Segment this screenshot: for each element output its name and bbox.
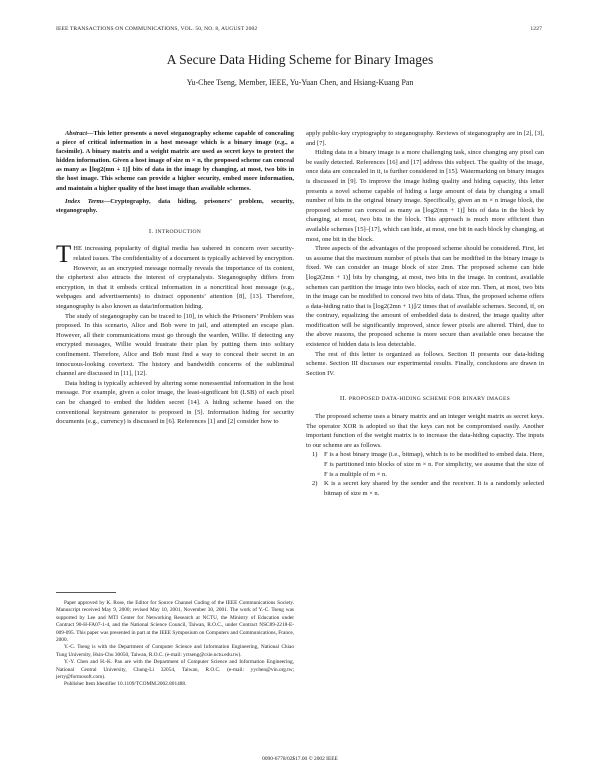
index-terms bbox=[56, 197, 294, 215]
footnote bbox=[56, 600, 294, 689]
footnote-paragraph: Paper approved by K. Rose, the Editor for Source Channel Coding of the IEEE Communications Society. Manuscript received May 9, 2000; revised May 10, 2001, November 30, 2001. The work of Y.-C. Tseng was supported by Lee and MTI Center for Networking Research at NCTU, the Ministry of Education under Contract 90-H-FA07-1-4, and the National Science Council, Taiwan, R.O.C., under Contract NSC89-2218-E-009-095. This paper was presented in part at the IEEE Symposium on Computers and Communications, France, 2000. bbox=[56, 600, 294, 644]
intro-paragraph-1: THE increasing popularity of digital media has ushered in concern over security-related issues. The confidentiality of a document is typically achieved by encryption. However, as an encrypted message normally reveals the importance of its content, the ciphertext also attracts the interest of cryptanalysts. Steganography differs from encryption, in that it embeds critical information in a noncritical host message (e.g., webpages and advertisements) to distract opponents’ attention [8], [13]. Therefore, steganography is also known as data/information hiding. bbox=[56, 241, 294, 310]
author-list: Yu-Chee Tseng, Member, IEEE, Yu-Yuan Chen, and Hsiang-Kuang Pan bbox=[186, 78, 414, 87]
drop-cap: T bbox=[56, 241, 72, 269]
section-heading-introduction: I. INTRODUCTION bbox=[148, 227, 202, 235]
intro-paragraph-2: The study of steganography can be traced to [10], in which the Prisoners’ Problem was proposed. In this scenario, Alice and Bob were in jail, and attempted an escape plan. However, all their communications must go through the warden, Willie. If detecting any encrypted messages, Willie would frustrate their plan by putting them into solitary confinement. Therefore, Alice and Bob must find a way to conceal their secret in an innocuous-looking covertext. The history and bandwidth concerns of the subliminal channel are discussed in [11], [12]. bbox=[56, 312, 294, 378]
footnote-paragraph: Y.-Y. Chen and H.-K. Pan are with the Department of Computer Science and Information Engineering, National Central University, Chung-Li 32054, Taiwan, R.O.C. (e-mail: yychen@vin.org.tw; jerry@formosoft.com). bbox=[56, 659, 294, 681]
body-paragraph: Three aspects of the advantages of the proposed scheme should be considered. First, let us assume that the maximum number of pixels that can be modified in the binary image is fixed. We can consider an image block of size 2mn. The proposed scheme can hide ⌊log2(2mn + 1)⌋ bits by changing, at most, two bits in the image. In contrast, available schemes can partition the image into two blocks, each of size mn. Then, at most, two bits in the image can be modified to conceal two bits of data. Thus, the proposed scheme offers a data-hiding ratio that is ⌊log2(2mn + 1)⌋/2 times that of available schemes. Second, if, on the contrary, equalizing the amount of embedded data is desired, the image quality after modification will be significantly improved, since fewer pixels are altered. Third, due to the above reasons, the proposed scheme is more secure than available ones because the existence of hidden data is less detectable. bbox=[306, 245, 544, 349]
list-item: 1) F is a host binary image (i.e., bitmap), which is to be modified to embed data. Here, F is partitioned into blocks of size m × n. For simplicity, we assume that the size of F is a multiple of m × n. bbox=[312, 451, 544, 478]
body-paragraph: apply public-key cryptography to steganography. Reviews of steganography are in [2], [3], and [7]. bbox=[306, 130, 544, 147]
abstract-text: This letter presents a novel steganography scheme capable of concealing a piece of critical information in a host message which is a binary image (e.g., a facsimile). A binary matrix and a weight matrix are used as secret keys to protect the hidden information. Given a host image of size m × n, the proposed scheme can conceal as many as ⌊log2(mn + 1)⌋ bits of data in the image by changing, at most, two bits in the host image. This scheme can provide a higher security, embed more information, and maintain a higher quality of the host image than available schemes. bbox=[56, 130, 294, 192]
body-paragraph: The rest of this letter is organized as follows. Section II presents our data-hiding scheme. Section III discusses our experimental results. Finally, conclusions are drawn in Section IV. bbox=[306, 350, 544, 377]
abstract bbox=[56, 129, 294, 193]
index-terms-label: Index Terms— bbox=[65, 197, 111, 205]
footnote-paragraph: Publisher Item Identifier 10.1109/TCOMM.2002.801488. bbox=[64, 681, 187, 688]
abstract-label: Abstract— bbox=[65, 130, 94, 137]
journal-header: IEEE TRANSACTIONS ON COMMUNICATIONS, VOL. 50, NO. 8, AUGUST 2002 bbox=[56, 26, 258, 32]
left-column bbox=[56, 129, 294, 427]
paper-title: A Secure Data Hiding Scheme for Binary Images bbox=[166, 52, 434, 67]
body-paragraph: The proposed scheme uses a binary matrix and an integer weight matrix as secret keys. The operator XOR is adopted so that the keys can not be compromised easily. Another important function of the weight matrix is to increase the data-hiding capacity. The inputs to our scheme are as follows. bbox=[306, 413, 544, 449]
input-list bbox=[306, 450, 544, 498]
footnote-paragraph: Y.-C. Tseng is with the Department of Computer Science and Information Engineering, National Chiao Tung University, Hsin-Chu 30050, Taiwan, R.O.C. (e-mail: yctseng@csie.nctu.edu.tw). bbox=[56, 644, 294, 658]
list-item: 2) K is a secret key shared by the sender and the receiver. It is a randomly selected bitmap of size m × n. bbox=[312, 480, 544, 497]
section-heading-proposed-scheme: II. PROPOSED DATA-HIDING SCHEME FOR BINARY IMAGES bbox=[339, 395, 511, 403]
page-number: 1227 bbox=[530, 26, 542, 32]
body-paragraph: Hiding data in a binary image is a more challenging task, since changing any pixel can be easily detected. References [16] and [17] address this subject. The quality of the image, once data are concealed in it, is further considered in [15]. Watermarking on binary images is discussed in [9]. To improve the image hiding quality and hiding capacity, this letter presents a novel scheme capable of hiding a large amount of data by changing a small number of bits in the original binary image. Specifically, given an m × n image block, the proposed scheme can conceal as many as ⌊log2(mn + 1)⌋ bits of data in the block by changing, at most, two bits in the block. This approach is much more efficient than available schemes [15]–[17], which can hide, at most, one bit in each block by changing, at most, one bit in the block. bbox=[306, 149, 544, 243]
index-terms-text: Cryptography, data hiding, prisoners’ problem, security, steganography. bbox=[56, 197, 294, 214]
right-column bbox=[306, 129, 544, 498]
footnote-rule bbox=[56, 592, 116, 593]
intro-paragraph-3: Data hiding is typically achieved by altering some nonessential information in the host message. For example, given a color image, the least-significant bit (LSB) of each pixel can be changed to embed the hidden secret [14]. A hiding scheme based on the conventional keystream generator is proposed in [5]. Information hiding for security documents (e.g., currency) is discussed in [6]. References [1] and [2] consider how to bbox=[56, 379, 294, 426]
copyright-footer: 0090-6778/02$17.00 © 2002 IEEE bbox=[262, 756, 338, 762]
